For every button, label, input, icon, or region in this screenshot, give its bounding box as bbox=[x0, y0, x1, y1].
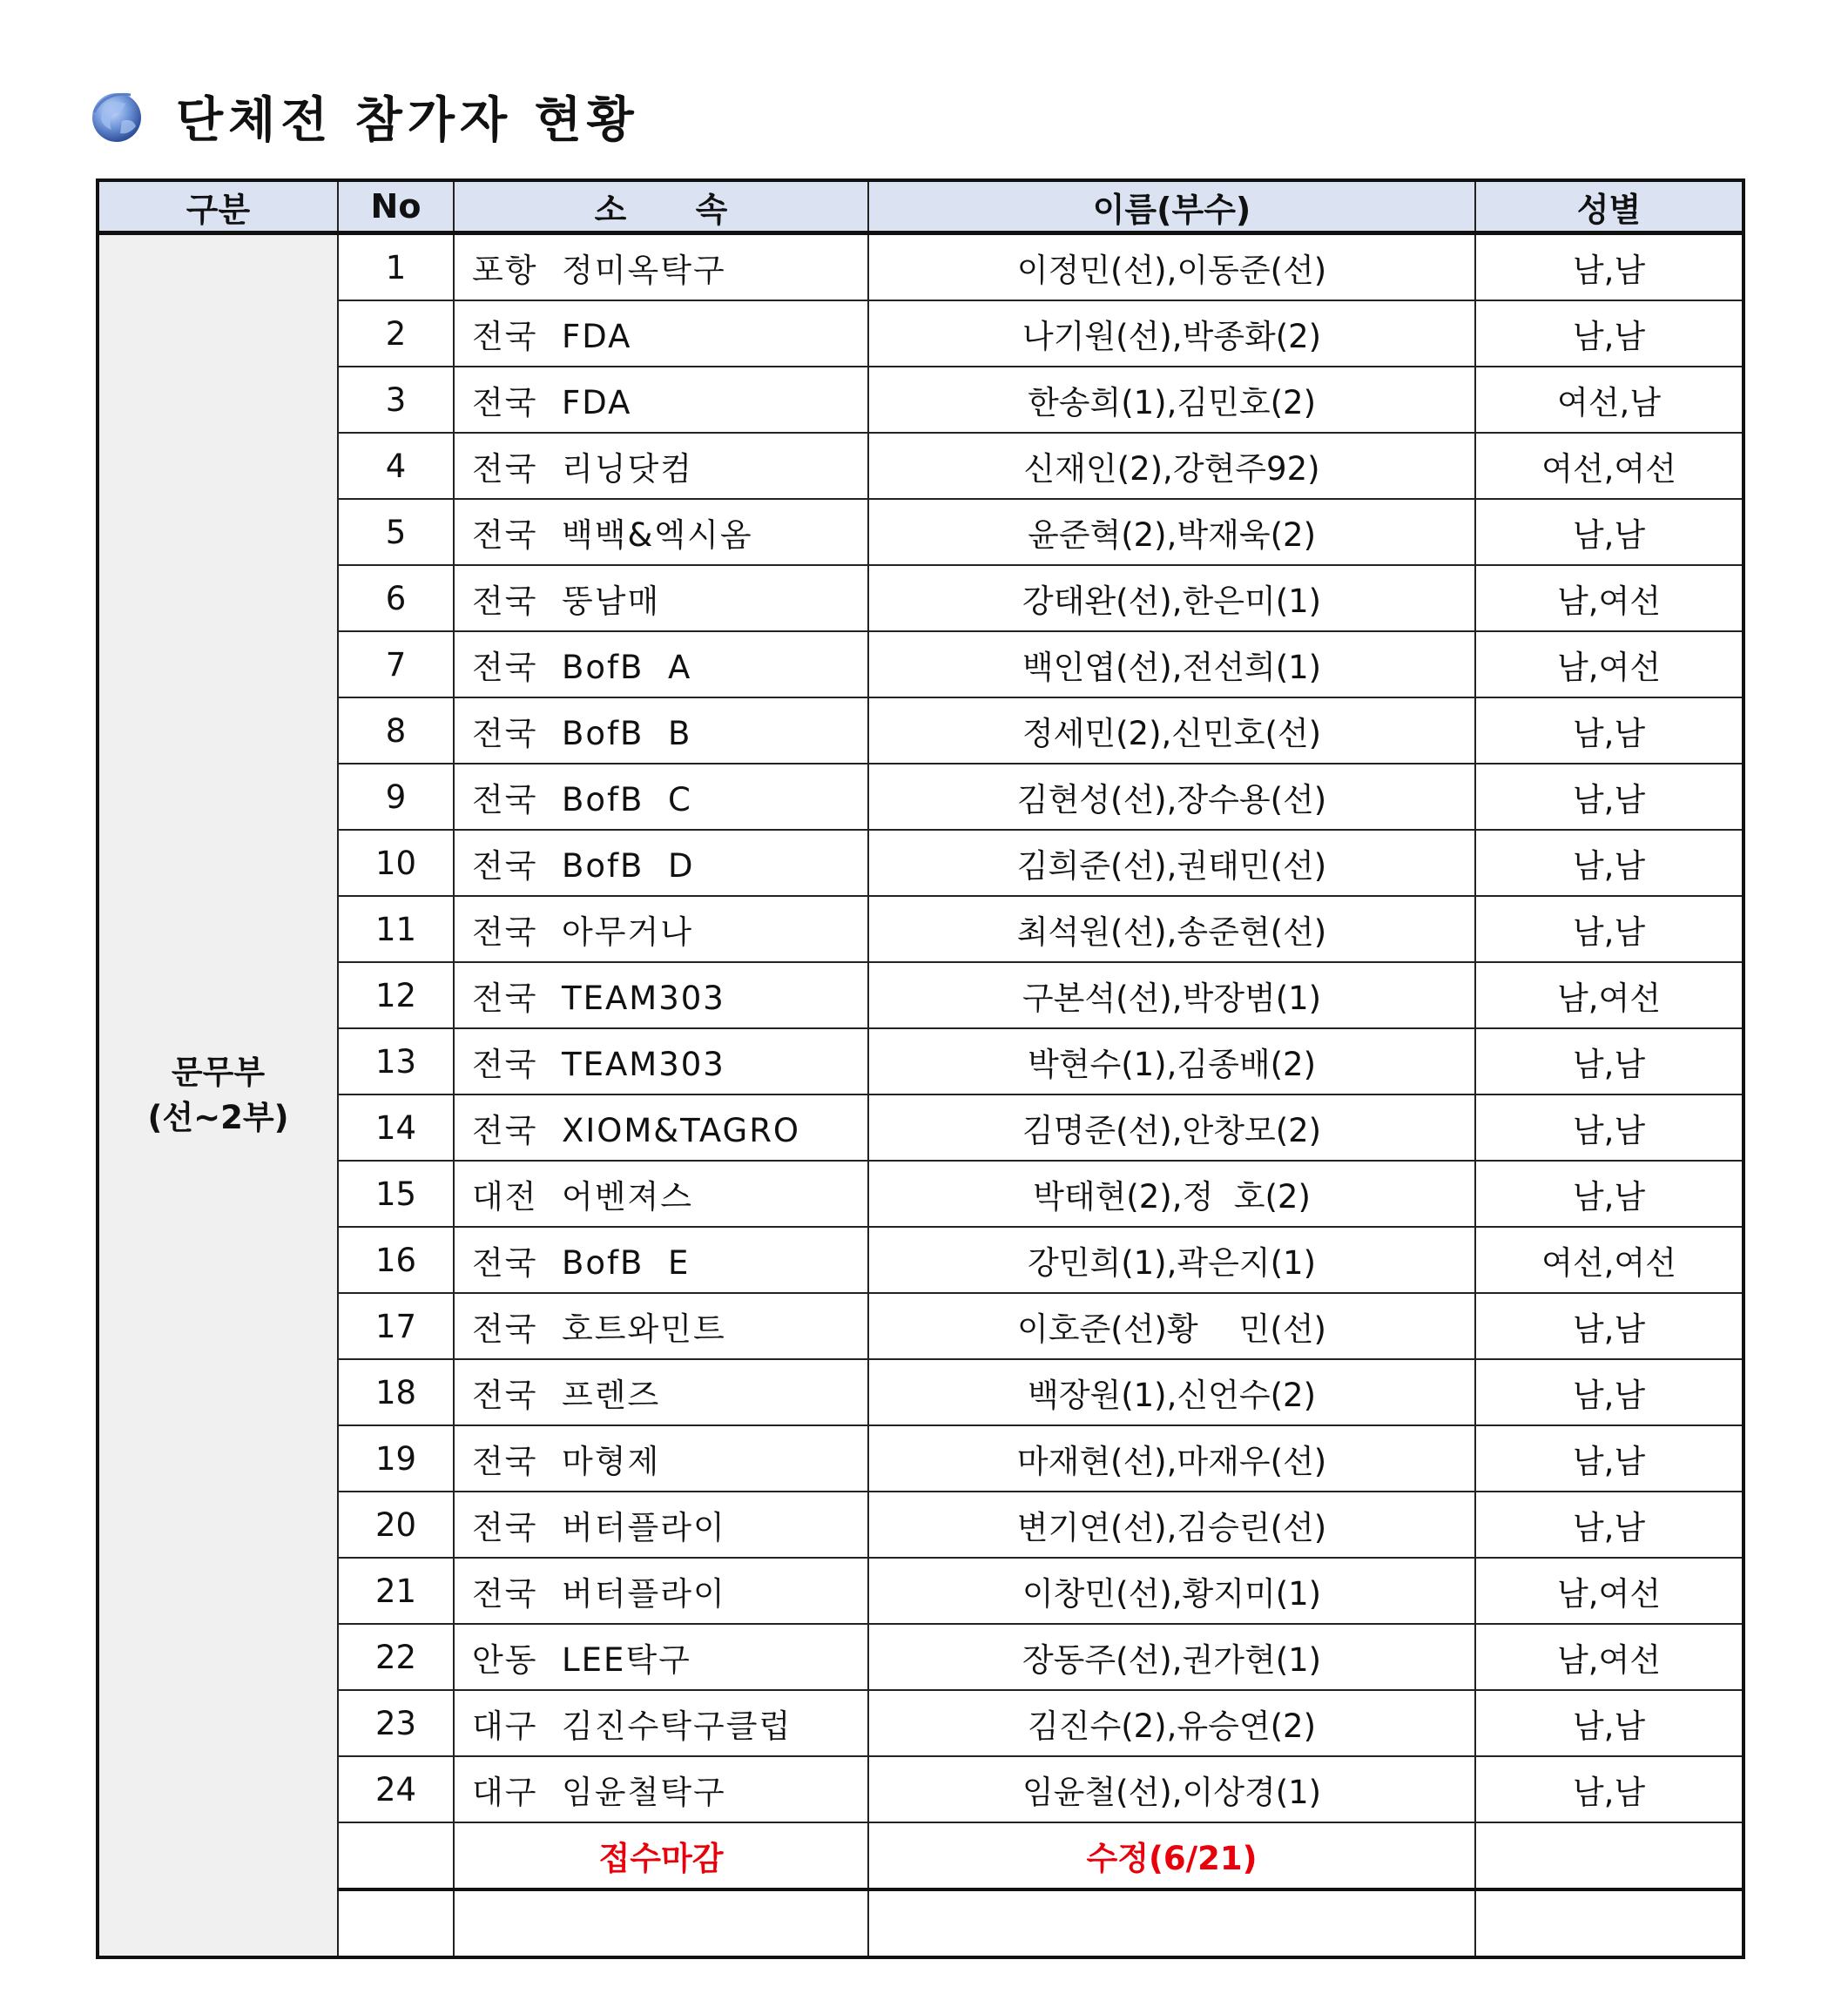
row-no: 14 bbox=[338, 1094, 454, 1161]
table-row bbox=[98, 896, 1743, 962]
row-affiliation: 포항 정미옥탁구 bbox=[454, 233, 868, 301]
row-no: 1 bbox=[338, 233, 454, 301]
notice-revised: 수정(6/21) bbox=[868, 1822, 1475, 1889]
table-row bbox=[98, 300, 1743, 367]
row-affiliation: 전국 BofB D bbox=[454, 830, 868, 896]
row-names: 임윤철(선),이상경(1) bbox=[868, 1756, 1475, 1822]
row-affiliation: 대구 김진수탁구클럽 bbox=[454, 1690, 868, 1756]
row-no: 23 bbox=[338, 1690, 454, 1756]
page-title: 단체전 참가자 현황 bbox=[176, 92, 639, 149]
row-names: 정세민(2),신민호(선) bbox=[868, 697, 1475, 764]
header-no: No bbox=[338, 180, 454, 233]
table-row bbox=[98, 1028, 1743, 1094]
row-affiliation: 전국 버터플라이 bbox=[454, 1558, 868, 1624]
row-names: 신재인(2),강현주92) bbox=[868, 433, 1475, 499]
table-row bbox=[98, 499, 1743, 565]
row-names: 이정민(선),이동준(선) bbox=[868, 233, 1475, 301]
table-row bbox=[98, 1161, 1743, 1227]
row-gender: 남,여선 bbox=[1475, 631, 1743, 697]
blank-affiliation bbox=[454, 1889, 868, 1957]
row-gender: 남,남 bbox=[1475, 1492, 1743, 1558]
row-no: 22 bbox=[338, 1624, 454, 1690]
row-no: 19 bbox=[338, 1425, 454, 1492]
row-gender: 남,남 bbox=[1475, 1293, 1743, 1359]
row-names: 박현수(1),김종배(2) bbox=[868, 1028, 1475, 1094]
participants-table bbox=[96, 178, 1745, 1959]
row-no: 18 bbox=[338, 1359, 454, 1425]
table-row bbox=[98, 1690, 1743, 1756]
row-affiliation: 전국 TEAM303 bbox=[454, 962, 868, 1028]
row-gender: 남,남 bbox=[1475, 300, 1743, 367]
row-names: 김현성(선),장수용(선) bbox=[868, 764, 1475, 830]
row-gender: 남,남 bbox=[1475, 1756, 1743, 1822]
row-names: 김희준(선),권태민(선) bbox=[868, 830, 1475, 896]
table-row bbox=[98, 1624, 1743, 1690]
row-no: 6 bbox=[338, 565, 454, 631]
row-gender: 남,남 bbox=[1475, 499, 1743, 565]
row-gender: 남,남 bbox=[1475, 1161, 1743, 1227]
group-range: (선~2부) bbox=[147, 1099, 289, 1136]
table-row bbox=[98, 697, 1743, 764]
row-no: 3 bbox=[338, 367, 454, 433]
table-row bbox=[98, 1094, 1743, 1161]
row-gender: 남,남 bbox=[1475, 233, 1743, 301]
table-row bbox=[98, 631, 1743, 697]
row-affiliation: 전국 마형제 bbox=[454, 1425, 868, 1492]
row-affiliation: 전국 백백&엑시옴 bbox=[454, 499, 868, 565]
row-affiliation: 전국 BofB E bbox=[454, 1227, 868, 1293]
row-gender: 남,남 bbox=[1475, 1028, 1743, 1094]
row-affiliation: 전국 호트와민트 bbox=[454, 1293, 868, 1359]
row-affiliation: 전국 BofB C bbox=[454, 764, 868, 830]
row-names: 구본석(선),박장범(1) bbox=[868, 962, 1475, 1028]
table-row bbox=[98, 764, 1743, 830]
row-names: 마재현(선),마재우(선) bbox=[868, 1425, 1475, 1492]
row-affiliation: 전국 리닝닷컴 bbox=[454, 433, 868, 499]
blank-names bbox=[868, 1889, 1475, 1957]
title-bar bbox=[87, 80, 639, 153]
table-row bbox=[98, 1492, 1743, 1558]
row-affiliation: 전국 XIOM&TAGRO bbox=[454, 1094, 868, 1161]
row-gender: 남,남 bbox=[1475, 1690, 1743, 1756]
notice-empty-no bbox=[338, 1822, 454, 1889]
row-names: 나기원(선),박종화(2) bbox=[868, 300, 1475, 367]
row-no: 20 bbox=[338, 1492, 454, 1558]
row-no: 11 bbox=[338, 896, 454, 962]
blank-gender bbox=[1475, 1889, 1743, 1957]
row-affiliation: 전국 버터플라이 bbox=[454, 1492, 868, 1558]
header-group: 구분 bbox=[98, 180, 338, 233]
table-row bbox=[98, 1359, 1743, 1425]
row-names: 한송희(1),김민호(2) bbox=[868, 367, 1475, 433]
row-affiliation: 전국 아무거나 bbox=[454, 896, 868, 962]
row-affiliation: 안동 LEE탁구 bbox=[454, 1624, 868, 1690]
row-no: 16 bbox=[338, 1227, 454, 1293]
row-names: 박태현(2),정 호(2) bbox=[868, 1161, 1475, 1227]
header-gender: 성별 bbox=[1475, 180, 1743, 233]
row-gender: 남,남 bbox=[1475, 697, 1743, 764]
row-no: 17 bbox=[338, 1293, 454, 1359]
row-no: 5 bbox=[338, 499, 454, 565]
table-row bbox=[98, 1558, 1743, 1624]
row-affiliation: 대구 임윤철탁구 bbox=[454, 1756, 868, 1822]
group-cell bbox=[98, 233, 338, 1958]
header-affiliation: 소 속 bbox=[454, 180, 868, 233]
row-no: 2 bbox=[338, 300, 454, 367]
row-gender: 남,여선 bbox=[1475, 962, 1743, 1028]
blank-no bbox=[338, 1889, 454, 1957]
header-names: 이름(부수) bbox=[868, 180, 1475, 233]
row-gender: 여선,남 bbox=[1475, 367, 1743, 433]
row-no: 12 bbox=[338, 962, 454, 1028]
row-no: 8 bbox=[338, 697, 454, 764]
row-names: 이창민(선),황지미(1) bbox=[868, 1558, 1475, 1624]
notice-row bbox=[98, 1822, 1743, 1889]
table-row bbox=[98, 565, 1743, 631]
row-names: 백인엽(선),전선희(1) bbox=[868, 631, 1475, 697]
row-no: 21 bbox=[338, 1558, 454, 1624]
row-names: 강민희(1),곽은지(1) bbox=[868, 1227, 1475, 1293]
row-gender: 남,남 bbox=[1475, 1425, 1743, 1492]
row-gender: 여선,여선 bbox=[1475, 433, 1743, 499]
row-names: 윤준혁(2),박재욱(2) bbox=[868, 499, 1475, 565]
row-gender: 남,남 bbox=[1475, 830, 1743, 896]
row-names: 최석원(선),송준현(선) bbox=[868, 896, 1475, 962]
row-gender: 남,여선 bbox=[1475, 565, 1743, 631]
table-row bbox=[98, 433, 1743, 499]
row-affiliation: 전국 FDA bbox=[454, 367, 868, 433]
row-gender: 남,여선 bbox=[1475, 1558, 1743, 1624]
row-gender: 남,남 bbox=[1475, 764, 1743, 830]
table-row bbox=[98, 1227, 1743, 1293]
row-no: 24 bbox=[338, 1756, 454, 1822]
row-names: 김진수(2),유승연(2) bbox=[868, 1690, 1475, 1756]
row-affiliation: 전국 TEAM303 bbox=[454, 1028, 868, 1094]
row-names: 백장원(1),신언수(2) bbox=[868, 1359, 1475, 1425]
row-no: 4 bbox=[338, 433, 454, 499]
table-row bbox=[98, 233, 1743, 301]
row-affiliation: 전국 FDA bbox=[454, 300, 868, 367]
row-gender: 남,여선 bbox=[1475, 1624, 1743, 1690]
row-gender: 남,남 bbox=[1475, 1359, 1743, 1425]
row-affiliation: 전국 프렌즈 bbox=[454, 1359, 868, 1425]
row-names: 김명준(선),안창모(2) bbox=[868, 1094, 1475, 1161]
notice-closed: 접수마감 bbox=[454, 1822, 868, 1889]
group-name: 문무부 bbox=[171, 1054, 266, 1091]
row-gender: 남,남 bbox=[1475, 1094, 1743, 1161]
row-names: 강태완(선),한은미(1) bbox=[868, 565, 1475, 631]
table-header-row bbox=[98, 180, 1743, 233]
row-no: 9 bbox=[338, 764, 454, 830]
table-row bbox=[98, 367, 1743, 433]
table-row bbox=[98, 830, 1743, 896]
table-row bbox=[98, 1425, 1743, 1492]
row-affiliation: 대전 어벤져스 bbox=[454, 1161, 868, 1227]
table-row bbox=[98, 1756, 1743, 1822]
row-affiliation: 전국 뚱남매 bbox=[454, 565, 868, 631]
row-no: 13 bbox=[338, 1028, 454, 1094]
globe-icon bbox=[87, 86, 148, 147]
row-affiliation: 전국 BofB A bbox=[454, 631, 868, 697]
row-no: 15 bbox=[338, 1161, 454, 1227]
notice-empty-gender bbox=[1475, 1822, 1743, 1889]
row-names: 장동주(선),권가현(1) bbox=[868, 1624, 1475, 1690]
row-no: 10 bbox=[338, 830, 454, 896]
blank-row bbox=[98, 1889, 1743, 1957]
row-gender: 남,남 bbox=[1475, 896, 1743, 962]
row-gender: 여선,여선 bbox=[1475, 1227, 1743, 1293]
row-names: 이호준(선)황 민(선) bbox=[868, 1293, 1475, 1359]
table-row bbox=[98, 962, 1743, 1028]
table-row bbox=[98, 1293, 1743, 1359]
row-no: 7 bbox=[338, 631, 454, 697]
row-affiliation: 전국 BofB B bbox=[454, 697, 868, 764]
row-names: 변기연(선),김승린(선) bbox=[868, 1492, 1475, 1558]
